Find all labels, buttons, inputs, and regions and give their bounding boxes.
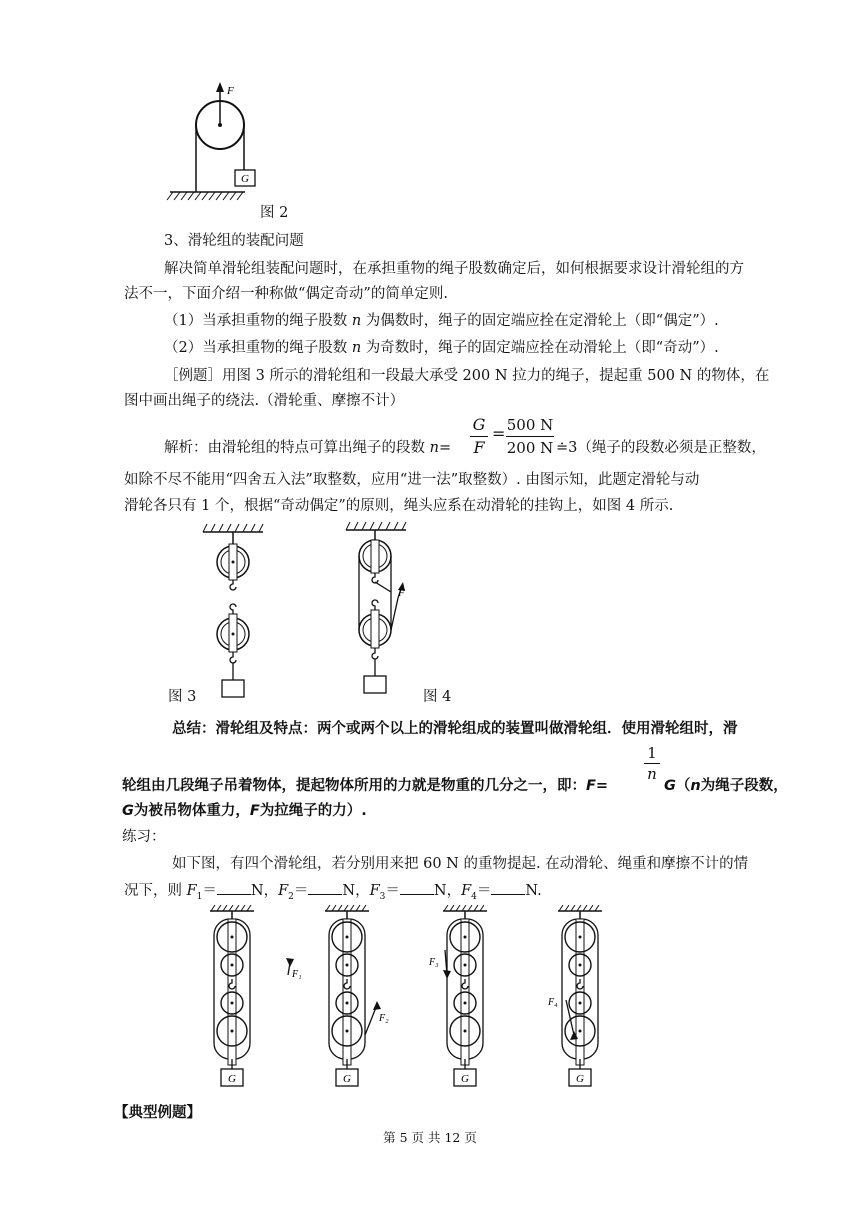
figure-4-caption: 图 4 xyxy=(423,689,452,705)
ceiling-hatch xyxy=(474,905,478,911)
summary-fraction: 1 n xyxy=(644,743,660,784)
section-heading: 3、滑轮组的装配问题 xyxy=(164,233,304,249)
answer-blank-3[interactable] xyxy=(400,880,434,895)
ceiling-hatch xyxy=(456,905,460,911)
figure-2-weight-label: G xyxy=(241,173,249,185)
figure-2-caption: 图 2 xyxy=(260,205,289,221)
example-line: ［例题］用图 3 所示的滑轮组和一段最大承受 200 N 拉力的绳子，提起重 500 N 的物体，在 xyxy=(164,368,770,384)
ceiling-hatch xyxy=(241,905,245,911)
force-arrow-head xyxy=(373,1001,381,1010)
ceiling-hatch xyxy=(211,905,215,911)
force-arrow-head xyxy=(286,958,294,967)
practice-line: 如下图，有四个滑轮组，若分别用来把 60 N 的重物提起. 在动滑轮、绳重和摩擦不计的情 xyxy=(172,856,749,872)
summary-line: G为被吊物体重力，F为拉绳子的力）. xyxy=(122,803,367,819)
answer-blank-1[interactable] xyxy=(217,880,251,895)
ceiling-hatch xyxy=(583,905,587,911)
pulley-pin xyxy=(579,964,582,967)
figure-3-diagram xyxy=(195,522,275,702)
ceiling-hatch xyxy=(589,905,593,911)
pulley-pin xyxy=(231,1002,234,1005)
figure-2-force-label: F xyxy=(227,85,234,97)
pulley-pin xyxy=(579,1002,582,1005)
force-label-4: F₄ xyxy=(548,997,558,1008)
ceiling-hatch xyxy=(217,905,221,911)
pulley-pin xyxy=(464,964,467,967)
ceiling-hatch xyxy=(559,905,563,911)
rule-item-even: （1）当承担重物的绳子股数 n 为偶数时，绳子的固定端应拴在定滑轮上（即“偶定”）. xyxy=(164,313,719,329)
pulley-pin xyxy=(579,936,582,939)
ceiling-hatch xyxy=(350,905,354,911)
ceiling-hatch xyxy=(356,905,360,911)
ceiling-hatch xyxy=(444,905,448,911)
ceiling-hatch xyxy=(338,905,342,911)
pulley-pin xyxy=(346,936,349,939)
pulley-pin xyxy=(346,1030,349,1033)
load-weight-label: G xyxy=(228,1073,236,1085)
analysis-result: ≐3（绳子的段数必须是正整数， xyxy=(556,440,766,456)
exercise-pulley-systems xyxy=(195,905,625,1090)
force-label-3: F₃ xyxy=(429,957,439,968)
pulley-pin xyxy=(231,964,234,967)
analysis-line: 滑轮各只有 1 个，根据“奇动偶定”的原则，绳头应系在动滑轮的挂钩上，如图 4 所示. xyxy=(124,498,674,514)
ceiling-hatch xyxy=(362,905,366,911)
ceiling-hatch xyxy=(480,905,484,911)
pulley-pin xyxy=(579,1030,582,1033)
pulley-pin xyxy=(464,1030,467,1033)
pulley-pin xyxy=(231,936,234,939)
fraction-equals: = xyxy=(492,424,506,443)
pulley-pin xyxy=(464,936,467,939)
load-weight-label: G xyxy=(461,1073,469,1085)
rule-item-odd: （2）当承担重物的绳子股数 n 为奇数时，绳子的固定端应拴在动滑轮上（即“奇动”）. xyxy=(164,340,719,356)
ceiling-hatch xyxy=(577,905,581,911)
ceiling-hatch xyxy=(235,905,239,911)
figure-3-caption: 图 3 xyxy=(168,689,197,705)
ceiling-hatch xyxy=(595,905,599,911)
answer-blank-2[interactable] xyxy=(308,880,342,895)
ceiling-hatch xyxy=(571,905,575,911)
force-label-2: F₂ xyxy=(379,1013,389,1024)
ceiling-hatch xyxy=(450,905,454,911)
ceiling-hatch xyxy=(565,905,569,911)
ceiling-hatch xyxy=(344,905,348,911)
force-label-1: F₁ xyxy=(292,969,302,980)
figure-4-force-label: F xyxy=(398,587,405,599)
summary-line: G（n为绳子段数， xyxy=(664,778,788,794)
practice-title: 练习： xyxy=(122,829,166,845)
fraction-values: 500 N 200 N xyxy=(506,416,554,457)
ceiling-hatch xyxy=(229,905,233,911)
page-footer: 第 5 页 共 12 页 xyxy=(383,1130,477,1145)
paragraph-line: 解决简单滑轮组装配问题时，在承担重物的绳子股数确定后，如何根据要求设计滑轮组的方 xyxy=(164,261,744,277)
summary-line: 总结：滑轮组及特点：两个或两个以上的滑轮组成的装置叫做滑轮组．使用滑轮组时，滑 xyxy=(172,721,738,737)
summary-line: 轮组由几段绳子吊着物体，提起物体所用的力就是物重的几分之一，即：F= xyxy=(122,778,609,794)
answer-blank-4[interactable] xyxy=(491,880,525,895)
pulley-pin xyxy=(346,1002,349,1005)
typical-examples-heading: 【典型例题】 xyxy=(114,1105,201,1121)
ceiling-hatch xyxy=(332,905,336,911)
analysis-line: 如除不尽不能用“四舍五入法”取整数，应用“进一法”取整数）. 由图示知，此题定滑轮与动 xyxy=(124,472,700,488)
pulley-pin xyxy=(346,964,349,967)
pulley-pin xyxy=(464,1002,467,1005)
practice-line: 况下，则 $F_1= N$，$F_2= N$，$F_3= N$，$F_4= N$. xyxy=(124,880,542,908)
load-weight-label: G xyxy=(343,1073,351,1085)
figure-4-diagram xyxy=(340,522,430,697)
force-arrow-head xyxy=(443,970,451,979)
ceiling-hatch xyxy=(223,905,227,911)
figure-2-diagram xyxy=(165,80,275,210)
paragraph-line: 法不一，下面介绍一种称做“偶定奇动”的简单定则. xyxy=(124,286,448,302)
ceiling-hatch xyxy=(462,905,466,911)
ceiling-hatch xyxy=(326,905,330,911)
fraction-g-over-f: G F xyxy=(470,414,488,459)
load-weight-label: G xyxy=(576,1073,584,1085)
pulley-pin xyxy=(231,1030,234,1033)
ceiling-hatch xyxy=(247,905,251,911)
ceiling-hatch xyxy=(468,905,472,911)
analysis-line: 解析：由滑轮组的特点可算出绳子的段数 n= xyxy=(164,440,452,456)
example-line: 图中画出绳子的绕法.（滑轮重、摩擦不计） xyxy=(124,393,405,409)
